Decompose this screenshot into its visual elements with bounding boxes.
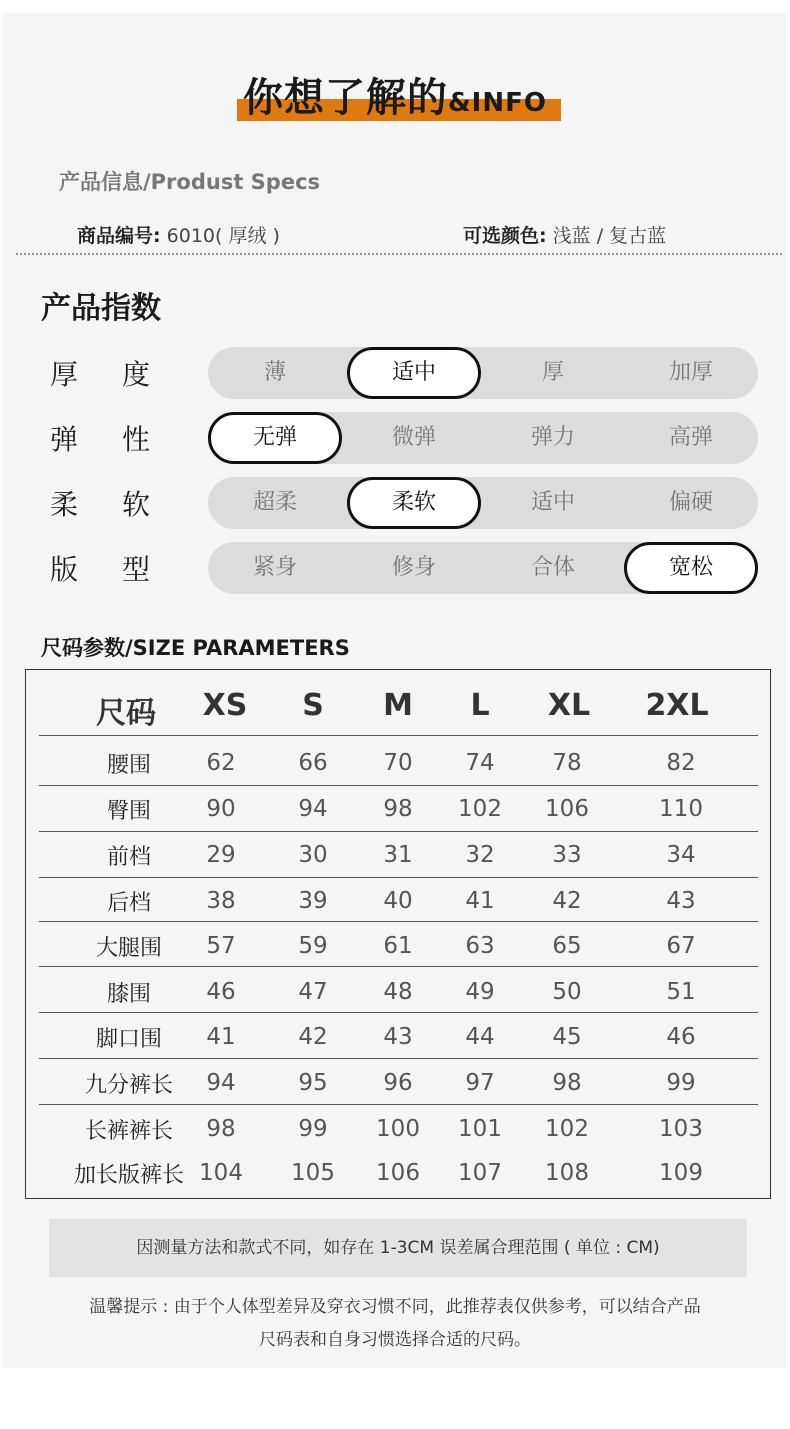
size-cell: 41	[465, 888, 495, 914]
row-divider	[39, 966, 758, 967]
row-divider	[39, 921, 758, 922]
measurement-note: 因测量方法和款式不同，如存在 1-3CM 误差属合理范围 ( 单位 : CM)	[49, 1219, 747, 1277]
index-option-track	[208, 542, 758, 594]
size-cell: 107	[458, 1160, 502, 1186]
size-cell: 43	[383, 1024, 413, 1050]
size-cell: 110	[659, 796, 703, 822]
size-cell: 106	[545, 796, 589, 822]
size-cell: 39	[298, 888, 328, 914]
index-row-label	[50, 418, 150, 458]
index-option-track	[208, 347, 758, 399]
size-cell: 65	[552, 933, 582, 959]
size-row-label: 长裤裤长	[84, 1119, 173, 1144]
index-option: 合体	[530, 555, 575, 580]
size-cell: 97	[465, 1070, 495, 1096]
size-table-heading: 尺码参数/SIZE PARAMETERS	[41, 636, 350, 660]
index-option: 适中	[530, 490, 575, 515]
product-code-label: 商品编号:	[77, 225, 161, 247]
tip-line-2: 尺码表和自身习惯选择合适的尺码。	[259, 1330, 531, 1350]
size-cell: 30	[298, 842, 328, 868]
index-option: 厚	[541, 360, 564, 385]
index-row	[0, 347, 790, 399]
index-row-label-char: 弹	[50, 423, 79, 456]
size-cell: 57	[206, 933, 236, 959]
size-row-label: 大腿围	[95, 936, 162, 961]
size-row-label: 后档	[106, 891, 151, 916]
size-header-cell: XL	[547, 688, 591, 723]
size-cell: 104	[199, 1160, 243, 1186]
size-cell: 59	[298, 933, 328, 959]
size-cell: 98	[552, 1070, 582, 1096]
row-divider	[39, 1104, 758, 1105]
size-cell: 63	[465, 933, 495, 959]
title-suffix: &INFO	[448, 88, 547, 118]
size-cell: 50	[552, 979, 582, 1005]
size-row-label: 加长版裤长	[73, 1163, 184, 1188]
index-option: 弹力	[530, 425, 575, 450]
index-option-selected: 适中	[347, 347, 481, 399]
size-cell: 38	[206, 888, 236, 914]
size-cell: 74	[465, 750, 495, 776]
tip-line-1: 温馨提示 : 由于个人体型差异及穿衣习惯不同，此推荐表仅供参考，可以结合产品	[89, 1297, 701, 1317]
size-cell: 106	[376, 1160, 420, 1186]
size-cell: 49	[465, 979, 495, 1005]
size-table-header	[26, 670, 770, 736]
index-option: 微弹	[391, 425, 436, 450]
size-cell: 42	[298, 1024, 328, 1050]
index-row-label	[50, 353, 150, 393]
size-header-cell: M	[383, 688, 413, 723]
size-cell: 43	[666, 888, 696, 914]
size-cell: 46	[666, 1024, 696, 1050]
size-cell: 96	[383, 1070, 413, 1096]
size-cell: 101	[458, 1116, 502, 1142]
size-cell: 102	[458, 796, 502, 822]
row-divider	[39, 735, 758, 736]
size-cell: 61	[383, 933, 413, 959]
size-cell: 82	[666, 750, 696, 776]
size-cell: 94	[206, 1070, 236, 1096]
size-row-label: 脚口围	[95, 1027, 162, 1052]
size-cell: 70	[383, 750, 413, 776]
size-cell: 108	[545, 1160, 589, 1186]
size-cell: 32	[465, 842, 495, 868]
size-cell: 62	[206, 750, 236, 776]
index-row-label-char: 软	[121, 488, 150, 521]
size-cell: 100	[376, 1116, 420, 1142]
index-option: 高弹	[668, 425, 713, 450]
index-option: 超柔	[252, 490, 297, 515]
size-cell: 40	[383, 888, 413, 914]
size-header-label: 尺码	[96, 696, 156, 731]
index-row-label-char: 柔	[50, 488, 79, 521]
page-title	[0, 66, 790, 123]
size-cell: 47	[298, 979, 328, 1005]
size-cell: 41	[206, 1024, 236, 1050]
size-cell: 34	[666, 842, 696, 868]
size-row-label: 腰围	[106, 753, 151, 778]
index-row-label-char: 型	[121, 553, 150, 586]
size-header-cell: L	[470, 688, 490, 723]
size-cell: 78	[552, 750, 582, 776]
index-option: 紧身	[252, 555, 297, 580]
index-row-label	[50, 483, 150, 523]
index-row-label-char: 性	[121, 423, 150, 456]
index-row-label-char: 厚	[50, 358, 79, 391]
size-cell: 94	[298, 796, 328, 822]
size-cell: 105	[291, 1160, 335, 1186]
size-header-cell: S	[302, 688, 324, 723]
size-cell: 90	[206, 796, 236, 822]
index-row-label-char: 版	[50, 553, 79, 586]
size-cell: 102	[545, 1116, 589, 1142]
row-divider	[39, 1012, 758, 1013]
size-cell: 66	[298, 750, 328, 776]
index-row-label-char: 度	[121, 358, 150, 391]
size-cell: 45	[552, 1024, 582, 1050]
index-heading: 产品指数	[41, 291, 161, 326]
size-cell: 99	[666, 1070, 696, 1096]
size-cell: 44	[465, 1024, 495, 1050]
size-cell: 33	[552, 842, 582, 868]
index-row	[0, 412, 790, 464]
index-option-track	[208, 477, 758, 529]
size-header-cell: XS	[202, 688, 248, 723]
size-cell: 98	[206, 1116, 236, 1142]
product-colors-label: 可选颜色:	[463, 225, 547, 247]
row-divider	[39, 831, 758, 832]
index-option-selected: 柔软	[347, 477, 481, 529]
size-row-label: 九分裤长	[84, 1073, 173, 1098]
index-row	[0, 542, 790, 594]
size-cell: 29	[206, 842, 236, 868]
index-option: 薄	[263, 360, 286, 385]
index-option: 修身	[391, 555, 436, 580]
size-cell: 99	[298, 1116, 328, 1142]
size-cell: 48	[383, 979, 413, 1005]
index-option: 偏硬	[668, 490, 713, 515]
size-cell: 109	[659, 1160, 703, 1186]
product-code	[77, 221, 280, 248]
product-code-value: 6010( 厚绒 )	[160, 225, 280, 247]
dotted-divider	[16, 253, 782, 255]
row-divider	[39, 877, 758, 878]
product-colors	[463, 221, 666, 248]
size-header-cell: 2XL	[645, 688, 709, 723]
index-option-selected: 宽松	[624, 542, 758, 594]
size-cell: 98	[383, 796, 413, 822]
index-option: 加厚	[668, 360, 713, 385]
size-cell: 42	[552, 888, 582, 914]
size-cell: 103	[659, 1116, 703, 1142]
size-row-label: 膝围	[106, 982, 151, 1007]
size-cell: 31	[383, 842, 413, 868]
row-divider	[39, 1058, 758, 1059]
product-info-heading: 产品信息/Produst Specs	[59, 170, 321, 194]
index-option-selected: 无弹	[208, 412, 342, 464]
size-row-label: 臀围	[106, 799, 151, 824]
row-divider	[39, 785, 758, 786]
product-colors-value: 浅蓝 / 复古蓝	[546, 225, 667, 247]
size-cell: 46	[206, 979, 236, 1005]
size-row-label: 前档	[106, 845, 151, 870]
title-main: 你想了解的	[243, 75, 448, 121]
index-row-label	[50, 548, 150, 588]
size-cell: 67	[666, 933, 696, 959]
index-row	[0, 477, 790, 529]
size-cell: 51	[666, 979, 696, 1005]
size-cell: 95	[298, 1070, 328, 1096]
index-option-track	[208, 412, 758, 464]
size-table	[25, 669, 771, 1199]
